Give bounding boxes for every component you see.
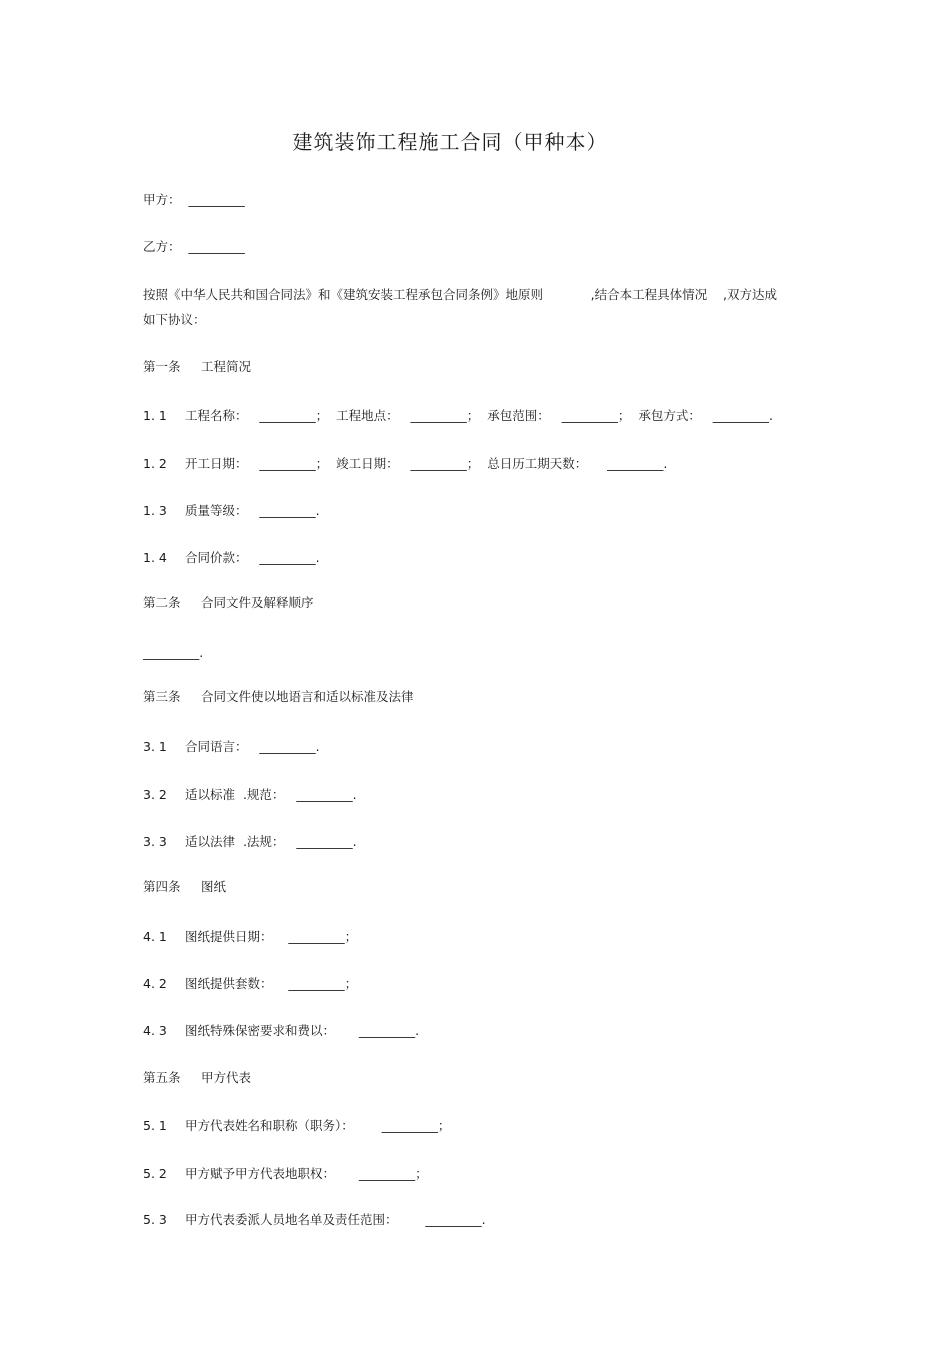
party-a-line: 甲方： _________ [143, 192, 245, 207]
clause-3-1-number: 3. 1 [143, 739, 167, 754]
clause-4-3 [143, 1023, 419, 1039]
article-5-heading [143, 1070, 251, 1086]
clause-3-3 [143, 834, 357, 850]
clause-3-2-text: 适以标准 .规范： _________. [185, 787, 357, 802]
clause-1-2-number: 1. 2 [143, 456, 167, 471]
article-1-heading [143, 359, 251, 375]
article-2-number: 第二条 [143, 595, 181, 610]
clause-5-3 [143, 1212, 486, 1228]
clause-3-2 [143, 787, 357, 803]
article-2-heading [143, 595, 314, 611]
clause-3-2-number: 3. 2 [143, 787, 167, 802]
clause-5-1-number: 5. 1 [143, 1118, 167, 1133]
article-3-heading [143, 689, 414, 705]
clause-5-2-number: 5. 2 [143, 1166, 167, 1181]
clause-3-1-text: 合同语言： _________. [185, 739, 320, 754]
article-1-title: 工程简况 [201, 359, 252, 374]
clause-1-3-text: 质量等级： _________. [185, 503, 320, 518]
clause-1-2-text: 开工日期： _________； 竣工日期： _________； 总日历工期天数： _________. [185, 456, 668, 471]
article-4-title: 图纸 [201, 879, 227, 894]
party-b-line: 乙方： _________ [143, 239, 245, 254]
clause-4-1 [143, 929, 357, 945]
clause-5-3-text: 甲方代表委派人员地名单及责任范围： _________. [185, 1212, 486, 1227]
article-1-number: 第一条 [143, 359, 181, 374]
clause-1-2 [143, 456, 667, 472]
clause-4-1-number: 4. 1 [143, 929, 167, 944]
clause-1-3-number: 1. 3 [143, 503, 167, 518]
clause-5-1-text: 甲方代表姓名和职称（职务）： _________； [185, 1118, 451, 1133]
clause-5-2 [143, 1166, 428, 1182]
article-3-number: 第三条 [143, 689, 181, 704]
article-2-title: 合同文件及解释顺序 [201, 595, 314, 610]
article-5-number: 第五条 [143, 1070, 181, 1085]
clause-5-1 [143, 1118, 450, 1134]
clause-4-1-text: 图纸提供日期： _________； [185, 929, 358, 944]
article-3-title: 合同文件使以地语言和适以标准及法律 [201, 689, 414, 704]
article-2-blank: _________. [143, 645, 204, 660]
clause-1-3 [143, 503, 320, 519]
clause-3-3-number: 3. 3 [143, 834, 167, 849]
article-4-heading [143, 879, 226, 895]
clause-5-2-text: 甲方赋予甲方代表地职权： _________； [185, 1166, 428, 1181]
clause-4-2-text: 图纸提供套数： _________； [185, 976, 358, 991]
clause-1-1-text: 工程名称： _________； 工程地点： _________； 承包范围： _________； 承包方式： _________. [185, 408, 773, 423]
clause-3-1 [143, 739, 320, 755]
preamble-line-1: 按照《中华人民共和国合同法》和《建筑安装工程承包合同条例》地原则 ,结合本工程具体情况 ,双方达成 [143, 287, 778, 302]
clause-1-4-text: 合同价款： _________. [185, 550, 320, 565]
clause-1-1 [143, 408, 773, 424]
clause-4-2-number: 4. 2 [143, 976, 167, 991]
clause-1-4 [143, 550, 320, 566]
clause-1-1-number: 1. 1 [143, 408, 167, 423]
clause-4-3-number: 4. 3 [143, 1023, 167, 1038]
clause-5-3-number: 5. 3 [143, 1212, 167, 1227]
article-5-title: 甲方代表 [201, 1070, 252, 1085]
clause-3-3-text: 适以法律 .法规： _________. [185, 834, 357, 849]
clause-4-2 [143, 976, 357, 992]
preamble-line-2: 如下协议： [143, 312, 206, 327]
clause-1-4-number: 1. 4 [143, 550, 167, 565]
clause-4-3-text: 图纸特殊保密要求和费以： _________. [185, 1023, 420, 1038]
article-4-number: 第四条 [143, 879, 181, 894]
document-title: 建筑装饰工程施工合同（甲种本） [292, 130, 608, 154]
